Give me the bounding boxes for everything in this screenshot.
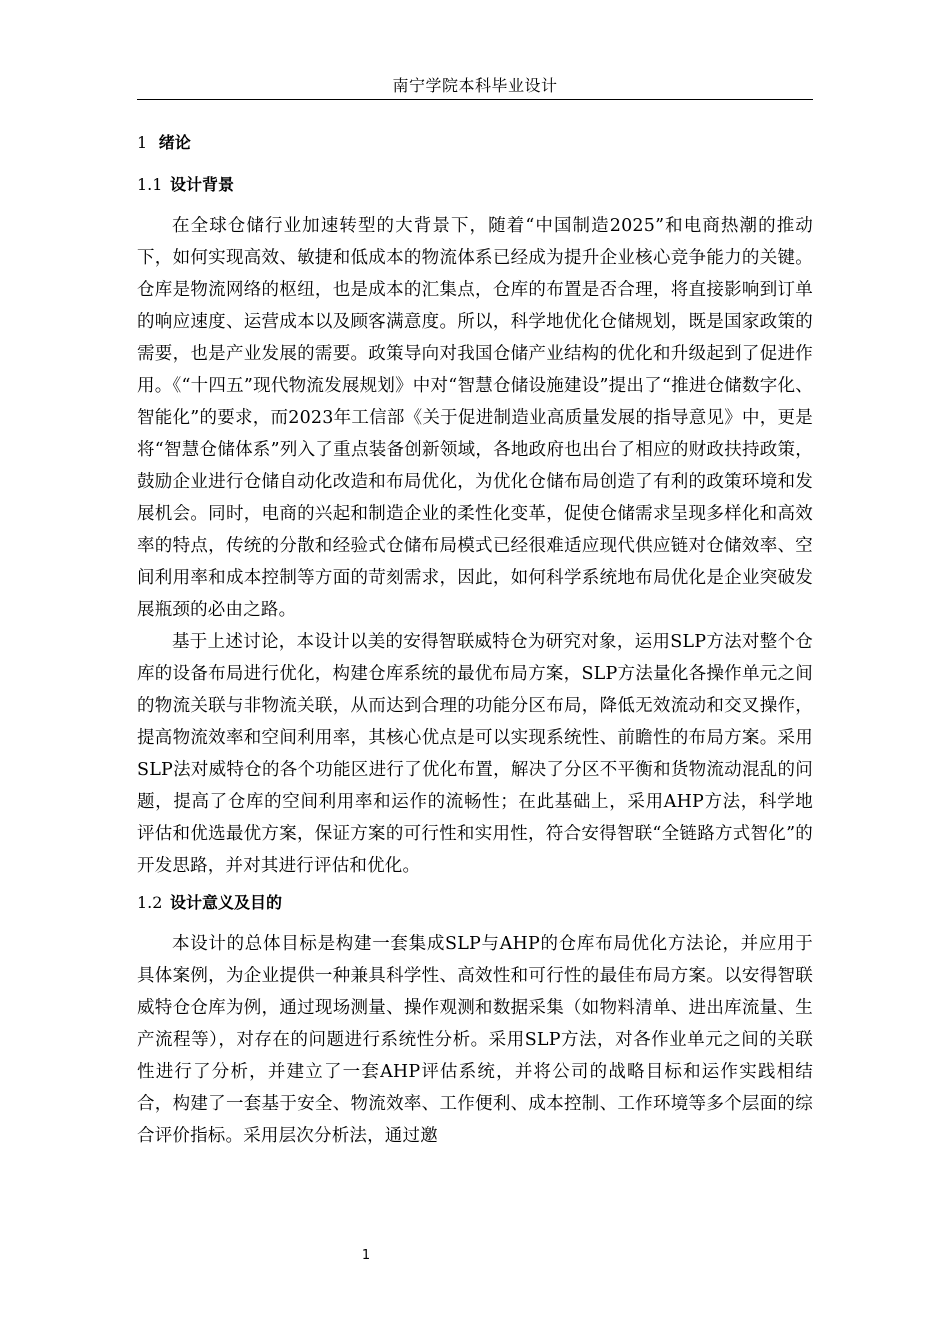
paragraph-background-2: 基于上述讨论，本设计以美的安得智联威特仓为研究对象，运用SLP方法对整个仓库的设备布局进行优化，构建仓库系统的最优布局方案，SLP方法量化各操作单元之间的物流关联与非物流关联，从而达到合理的功能分区布局，降低无效流动和交叉操作，提高物流效率和空间利用率，其核心优点是可以实现系统性、前瞻性的布局方案。采用SLP法对威特仓的各个功能区进行了优化布置，解决了分区不平衡和货物流动混乱的问题，提高了仓库的空间利用率和运作的流畅性；在此基础上，采用AHP方法，科学地评估和优选最优方案，保证方案的可行性和实用性，符合安得智联“全链路方式智化”的开发思路，并对其进行评估和优化。 [137,632,813,876]
section-heading-1-2 [137,888,813,918]
page-header-title: 南宁学院本科毕业设计 [392,76,558,95]
section-title: 设计背景 [170,175,235,194]
section-number: 1.1 [137,175,163,194]
chapter-heading [137,128,813,158]
page-number: 1 [361,1248,371,1263]
paragraph-purpose-1: 本设计的总体目标是构建一套集成SLP与AHP的仓库布局优化方法论，并应用于具体案例，为企业提供一种兼具科学性、高效性和可行性的最佳布局方案。以安得智联威特仓仓库为例，通过现场测量、操作观测和数据采集（如物料清单、进出库流量、生产流程等），对存在的问题进行系统性分析。采用SLP方法，对各作业单元之间的关联性进行了分析，并建立了一套AHP评估系统，并将公司的战略目标和运作实践相结合，构建了一套基于安全、物流效率、工作便利、成本控制、工作环境等多个层面的综合评价指标。采用层次分析法，通过邀 [137,934,813,1146]
chapter-number: 1 [137,133,148,152]
chapter-title: 绪论 [158,133,191,152]
paragraph-background-1: 在全球仓储行业加速转型的大背景下，随着“中国制造2025”和电商热潮的推动下，如何实现高效、敏捷和低成本的物流体系已经成为提升企业核心竞争能力的关键。仓库是物流网络的枢纽，也是成本的汇集点，仓库的布置是否合理，将直接影响到订单的响应速度、运营成本以及顾客满意度。所以，科学地优化仓储规划，既是国家政策的需要，也是产业发展的需要。政策导向对我国仓储产业结构的优化和升级起到了促进作用。《“十四五”现代物流发展规划》中对“智慧仓储设施建设”提出了“推进仓储数字化、智能化”的要求，而2023年工信部《关于促进制造业高质量发展的指导意见》中，更是将“智慧仓储体系”列入了重点装备创新领域，各地政府也出台了相应的财政扶持政策，鼓励企业进行仓储自动化改造和布局优化，为优化仓储布局创造了有利的政策环境和发展机会。同时，电商的兴起和制造企业的柔性化变革，促使仓储需求呈现多样化和高效率的特点，传统的分散和经验式仓储布局模式已经很难适应现代供应链对仓储效率、空间利用率和成本控制等方面的苛刻需求，因此，如何科学系统地布局优化是企业突破发展瓶颈的必由之路。 [137,216,813,620]
section-title: 设计意义及目的 [170,893,283,912]
section-heading-1-1 [137,170,813,200]
page-content [137,128,813,1152]
section-number: 1.2 [137,893,163,912]
header-divider [137,99,813,100]
